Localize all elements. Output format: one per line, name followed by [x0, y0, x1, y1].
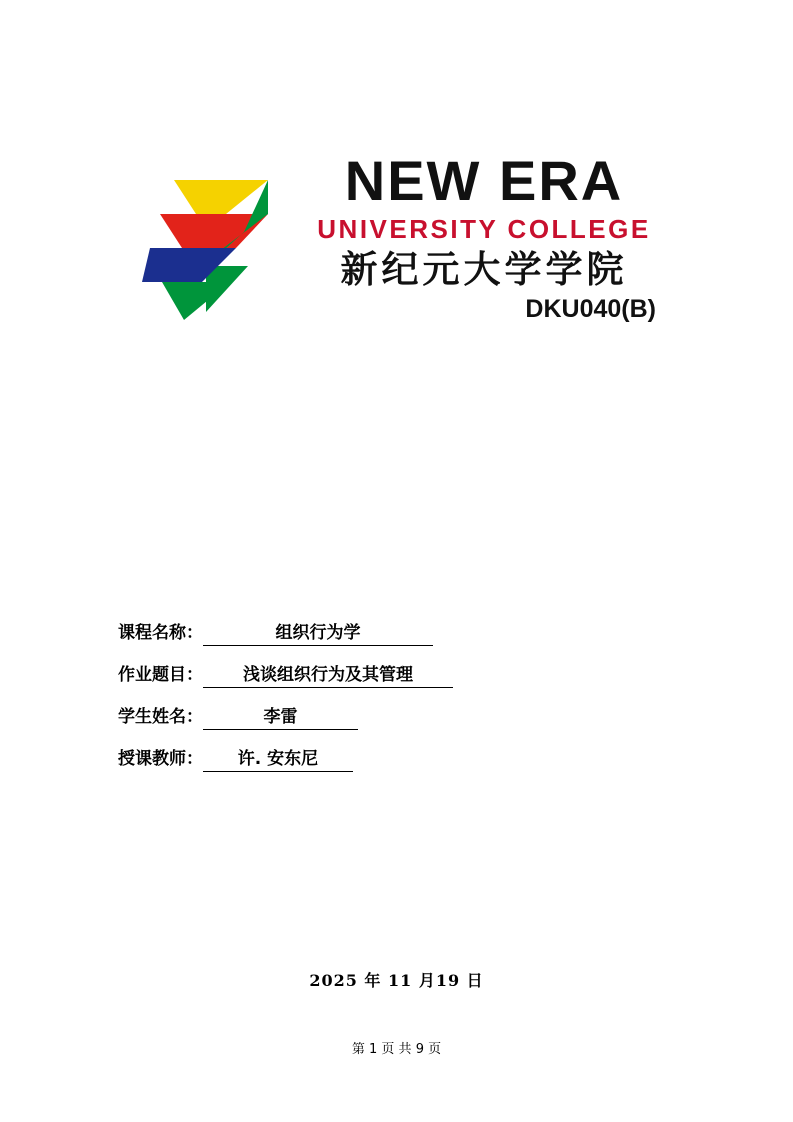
form-row-course-name [118, 618, 678, 660]
cover-form [118, 618, 678, 786]
logo-line-chinese-name: 新纪元大学学院 [340, 248, 628, 291]
page-footer: 第 1 页 共 9 页 [351, 1042, 442, 1057]
value-student-name[interactable]: 李雷 [203, 702, 358, 730]
submission-date: 2025 年 11 月19 日 [309, 971, 484, 990]
value-instructor[interactable]: 许. 安东尼 [203, 744, 353, 772]
label-course-name: 课程名称： [118, 623, 203, 643]
university-logo [140, 150, 660, 365]
form-row-student-name [118, 702, 678, 744]
form-row-assignment-title [118, 660, 678, 702]
value-assignment-title[interactable]: 浅谈组织行为及其管理 [203, 660, 453, 688]
logo-line-university-college: UNIVERSITY COLLEGE [317, 214, 651, 244]
logo-wordmark [308, 150, 660, 324]
logo-line-new-era: NEW ERA [344, 149, 624, 212]
value-course-name[interactable]: 组织行为学 [203, 618, 433, 646]
form-row-instructor [118, 744, 678, 786]
label-assignment-title: 作业题目： [118, 665, 203, 685]
logo-course-code: DKU040(B) [525, 295, 656, 323]
label-instructor: 授课教师： [118, 749, 203, 769]
label-student-name: 学生姓名： [118, 707, 203, 727]
new-era-chevron-logo-icon [140, 162, 300, 322]
